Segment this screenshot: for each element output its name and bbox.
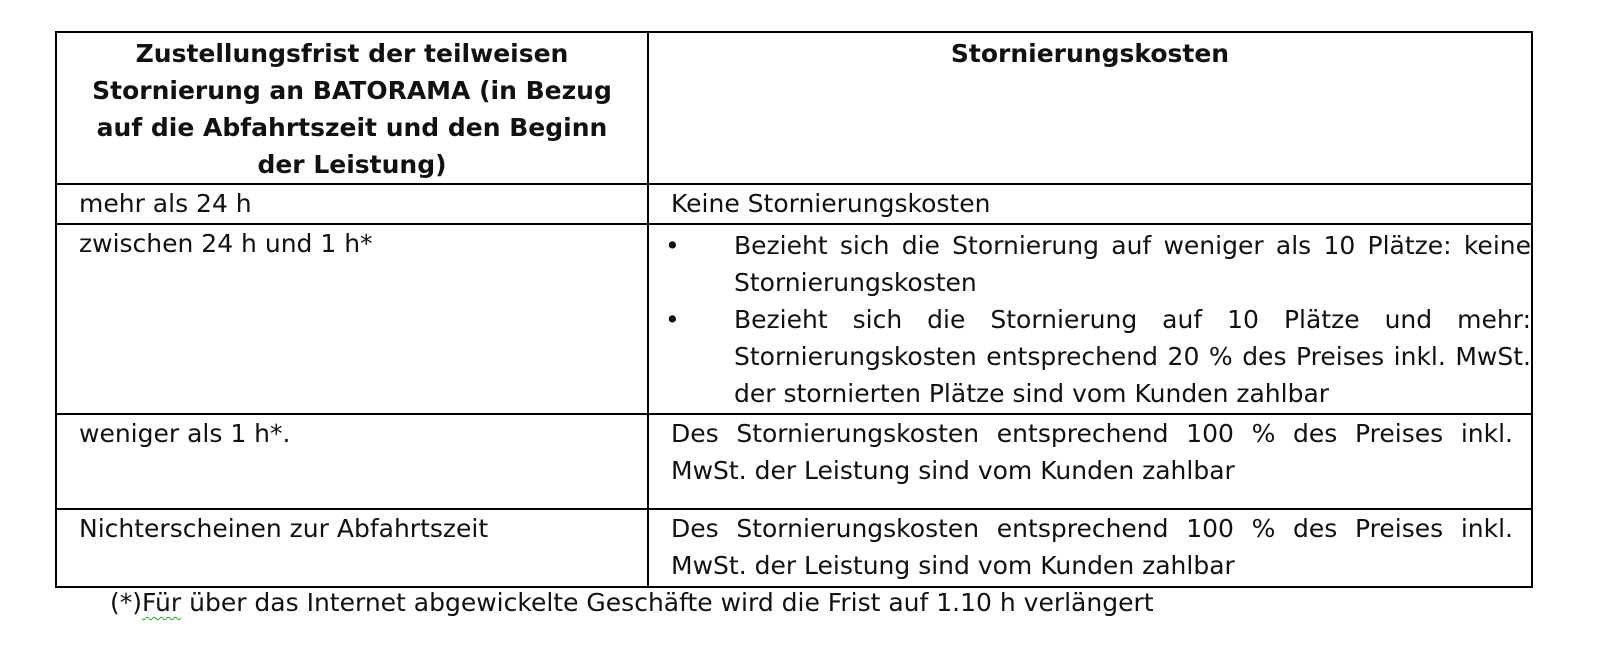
cost-bullet-text: Bezieht sich die Stornierung auf 10 Plätze und mehr: Stornierungskosten entsprechend 20 % des Preises inkl. MwSt. der stornierten Plätze sind vom Kunden zahlbar: [734, 305, 1531, 408]
bullet-icon: •: [665, 305, 680, 334]
deadline-text: Nichterscheinen zur Abfahrtszeit: [79, 514, 489, 543]
cost-cell: [648, 509, 1532, 587]
table-row: [56, 509, 1532, 587]
table-row: [56, 414, 1532, 509]
deadline-cell: [56, 184, 648, 224]
cost-bullet-item: [649, 227, 1531, 301]
footnote-marker: (*): [110, 588, 143, 617]
cost-cell: [648, 414, 1532, 509]
deadline-cell: [56, 509, 648, 587]
header-deadline-label: Zustellungsfrist der teilweisen Stornierung an BATORAMA (in Bezug auf die Abfahrtszeit und den Beginn der Leistung): [92, 39, 612, 179]
cost-bullet-text: Bezieht sich die Stornierung auf weniger als 10 Plätze: keine Stornierungskosten: [734, 231, 1531, 297]
cancellation-fee-table: [55, 31, 1533, 588]
deadline-cell: [56, 224, 648, 414]
cost-cell: [648, 184, 1532, 224]
header-cancellation-costs: [648, 32, 1532, 184]
table-header-row: [56, 32, 1532, 184]
table-row: [56, 184, 1532, 224]
footnote-spellcheck-word[interactable]: Für: [142, 588, 182, 617]
deadline-text: zwischen 24 h und 1 h*: [79, 229, 373, 258]
header-deadline: [56, 32, 648, 184]
cost-bullet-item: [649, 301, 1531, 412]
bullet-icon: •: [665, 231, 680, 260]
deadline-cell: [56, 414, 648, 509]
footnote: [110, 584, 1154, 621]
cost-text: Keine Stornierungskosten: [671, 189, 991, 218]
deadline-text: weniger als 1 h*.: [79, 419, 291, 448]
footnote-text: über das Internet abgewickelte Geschäfte wird die Frist auf 1.10 h verlängert: [181, 588, 1154, 617]
deadline-text: mehr als 24 h: [79, 189, 252, 218]
table-row: [56, 224, 1532, 414]
cost-cell: [648, 224, 1532, 414]
cost-text: Des Stornierungskosten entsprechend 100 % des Preises inkl. MwSt. der Leistung sind vom Kunden zahlbar: [671, 514, 1513, 580]
cost-bullet-list: [649, 227, 1531, 412]
header-cancellation-costs-label: Stornierungskosten: [950, 39, 1230, 68]
cost-text: Des Stornierungskosten entsprechend 100 % des Preises inkl. MwSt. der Leistung sind vom Kunden zahlbar: [671, 419, 1513, 485]
